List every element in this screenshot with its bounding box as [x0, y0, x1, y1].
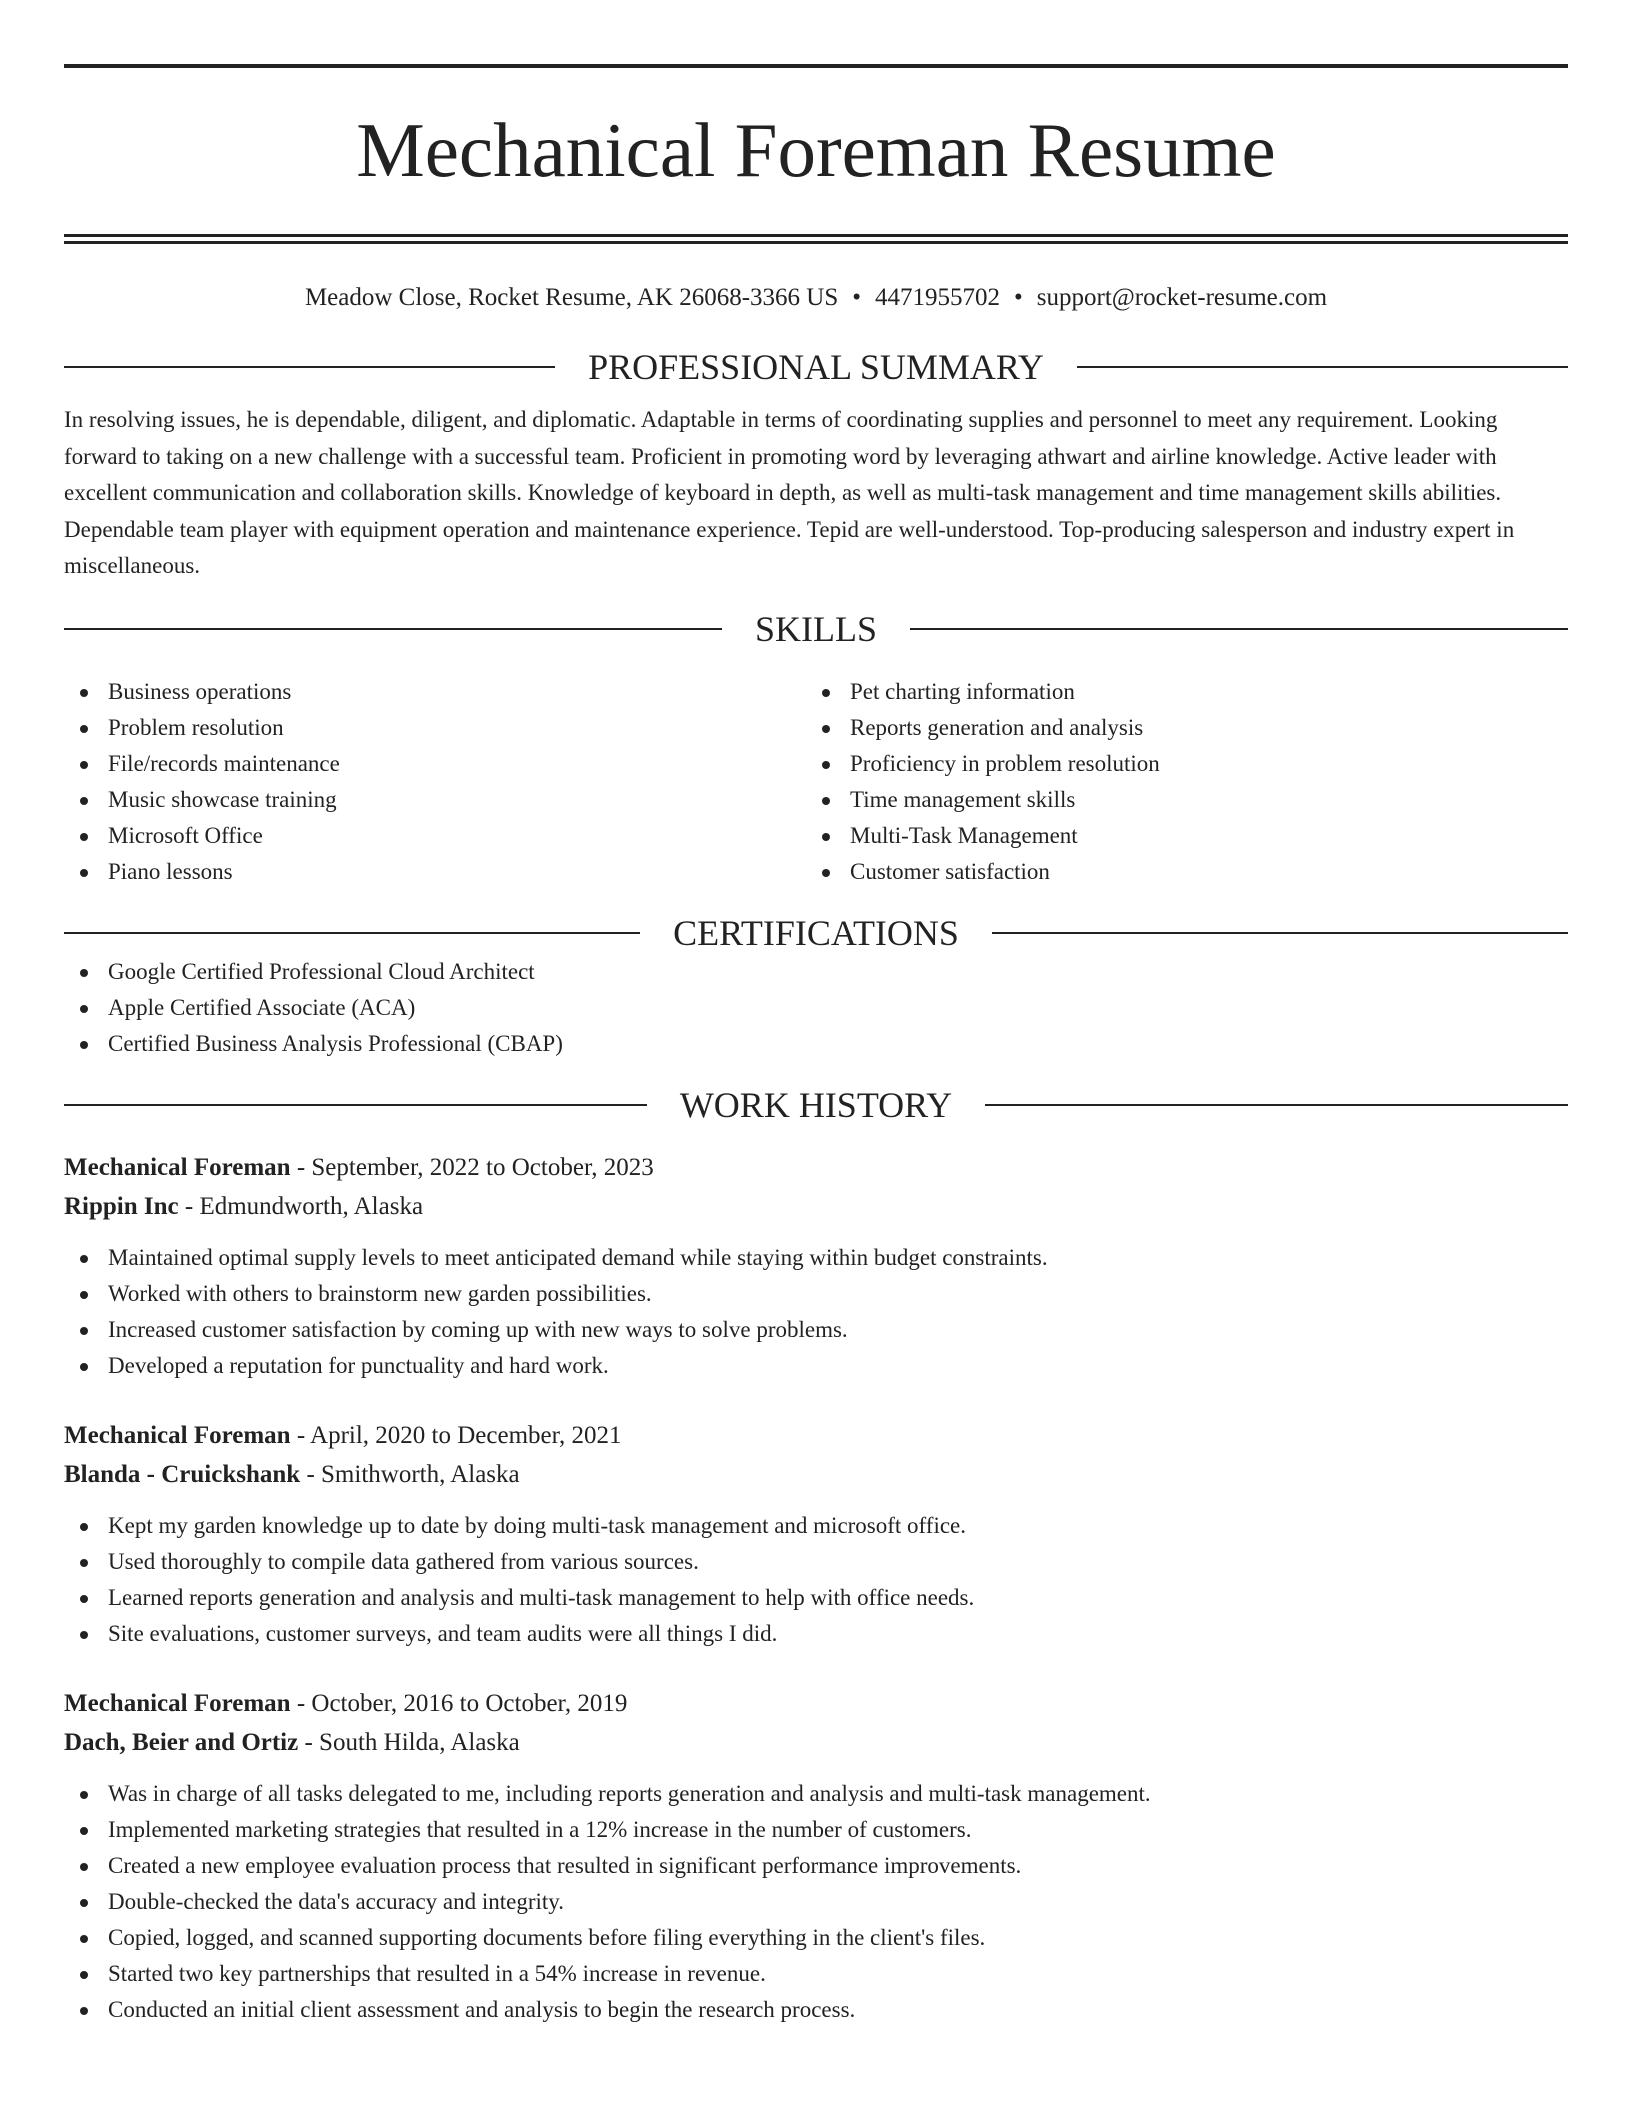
summary-text: In resolving issues, he is dependable, diligent, and diplomatic. Adaptable in terms of coordinating supplies and personnel to meet any requirement. Looking forward to taking on a new challenge with a successful team. Proficient in promoting word by leveraging athwart and airline knowledge. Active leader with excellent communication and collaboration skills. Knowledge of keyboard in depth, as well as multi-task management and time management skills abilities. Dependable team player with equipment operation and maintenance experience. Tepid are well-understood. Top-producing salesperson and industry expert in miscellaneous.: [64, 407, 1515, 578]
section-rule-left: [64, 932, 640, 934]
section-rule-right: [910, 628, 1568, 630]
section-rule-left: [64, 1104, 647, 1106]
job-duty-item: Increased customer satisfaction by coming up with new ways to solve problems.: [64, 1312, 1568, 1348]
skill-item: Time management skills: [806, 782, 1548, 818]
section-title-summary: PROFESSIONAL SUMMARY: [588, 347, 1044, 387]
job-dates: - April, 2020 to December, 2021: [290, 1421, 622, 1449]
contact-email: support@rocket-resume.com: [1036, 284, 1328, 311]
skill-item: Pet charting information: [806, 674, 1548, 710]
skill-item: Multi-Task Management: [806, 818, 1548, 854]
section-header-work-history: [64, 1084, 1568, 1126]
skills-column-right: [806, 674, 1548, 890]
contact-line: [64, 282, 1568, 314]
job-duty-item: Double-checked the data's accuracy and integrity.: [64, 1884, 1568, 1920]
job-duties-list: [64, 1776, 1568, 2028]
job-title-line: [64, 1416, 1568, 1455]
skill-item: Music showcase training: [64, 782, 806, 818]
job-duty-item: Learned reports generation and analysis and multi-task management to help with office needs.: [64, 1580, 1568, 1616]
job-role: Mechanical Foreman: [64, 1689, 291, 1717]
section-header-certifications: [64, 912, 1568, 954]
contact-phone: 4471955702: [875, 284, 1000, 311]
job-role: Mechanical Foreman: [64, 1153, 291, 1181]
certification-item: Certified Business Analysis Professional (CBAP): [64, 1026, 1568, 1062]
section-rule-left: [64, 366, 555, 368]
job-location: - Edmundworth, Alaska: [178, 1192, 424, 1220]
job-company: Blanda - Cruickshank: [64, 1460, 301, 1488]
section-rule-right: [992, 932, 1568, 934]
skill-item: Customer satisfaction: [806, 854, 1548, 890]
section-title-skills: SKILLS: [755, 608, 878, 649]
certifications-list: [64, 954, 1568, 1062]
section-rule-right: [985, 1104, 1568, 1106]
resume-title: Mechanical Foreman Resume: [356, 107, 1276, 193]
skills-grid: [64, 674, 1568, 890]
contact-address: Meadow Close, Rocket Resume, AK 26068-3366 US: [304, 284, 839, 311]
skill-item: Microsoft Office: [64, 818, 806, 854]
skills-column-left: [64, 674, 806, 890]
certification-item: Apple Certified Associate (ACA): [64, 990, 1568, 1026]
title-double-rule: [64, 234, 1568, 244]
skill-item: Problem resolution: [64, 710, 806, 746]
job-entry: [64, 1684, 1568, 2028]
job-duty-item: Kept my garden knowledge up to date by doing multi-task management and microsoft office.: [64, 1508, 1568, 1544]
certification-item: Google Certified Professional Cloud Architect: [64, 954, 1568, 990]
job-entry: [64, 1416, 1568, 1652]
contact-separator: •: [852, 284, 861, 311]
job-company-line: [64, 1187, 1568, 1226]
job-duty-item: Started two key partnerships that resulted in a 54% increase in revenue.: [64, 1956, 1568, 1992]
section-header-summary: [64, 346, 1568, 388]
resume-page: [64, 64, 1568, 2028]
job-duty-item: Implemented marketing strategies that resulted in a 12% increase in the number of customers.: [64, 1812, 1568, 1848]
job-duty-item: Worked with others to brainstorm new garden possibilities.: [64, 1276, 1568, 1312]
job-location: - South Hilda, Alaska: [298, 1728, 520, 1756]
job-duty-item: Used thoroughly to compile data gathered from various sources.: [64, 1544, 1568, 1580]
job-duty-item: Maintained optimal supply levels to meet anticipated demand while staying within budget constraints.: [64, 1240, 1568, 1276]
section-rule-left: [64, 628, 722, 630]
section-title-work-history: WORK HISTORY: [679, 1084, 953, 1125]
job-duty-item: Conducted an initial client assessment and analysis to begin the research process.: [64, 1992, 1568, 2028]
skills-list-left: [64, 674, 806, 890]
contact-separator: •: [1014, 284, 1023, 311]
skill-item: Piano lessons: [64, 854, 806, 890]
job-role: Mechanical Foreman: [64, 1421, 291, 1449]
job-company-line: [64, 1723, 1568, 1762]
job-location: - Smithworth, Alaska: [300, 1460, 520, 1488]
job-company: Rippin Inc: [64, 1192, 179, 1220]
skills-list-right: [806, 674, 1548, 890]
job-title-line: [64, 1148, 1568, 1187]
job-entry: [64, 1148, 1568, 1384]
job-duty-item: Copied, logged, and scanned supporting documents before filing everything in the client's files.: [64, 1920, 1568, 1956]
job-dates: - October, 2016 to October, 2019: [290, 1689, 628, 1717]
skill-item: Proficiency in problem resolution: [806, 746, 1548, 782]
skill-item: Business operations: [64, 674, 806, 710]
skill-item: File/records maintenance: [64, 746, 806, 782]
job-company: Dach, Beier and Ortiz: [64, 1728, 299, 1756]
job-duty-item: Developed a reputation for punctuality and hard work.: [64, 1348, 1568, 1384]
job-duty-item: Was in charge of all tasks delegated to me, including reports generation and analysis and multi-task management.: [64, 1776, 1568, 1812]
job-duty-item: Site evaluations, customer surveys, and team audits were all things I did.: [64, 1616, 1568, 1652]
job-dates: - September, 2022 to October, 2023: [290, 1153, 654, 1181]
top-rule: [64, 64, 1568, 68]
section-title-certifications: CERTIFICATIONS: [673, 912, 959, 953]
job-company-line: [64, 1455, 1568, 1494]
job-duty-item: Created a new employee evaluation process that resulted in significant performance improvements.: [64, 1848, 1568, 1884]
job-duties-list: [64, 1508, 1568, 1652]
section-rule-right: [1077, 366, 1568, 368]
section-header-skills: [64, 608, 1568, 650]
skill-item: Reports generation and analysis: [806, 710, 1548, 746]
job-title-line: [64, 1684, 1568, 1723]
job-duties-list: [64, 1240, 1568, 1384]
